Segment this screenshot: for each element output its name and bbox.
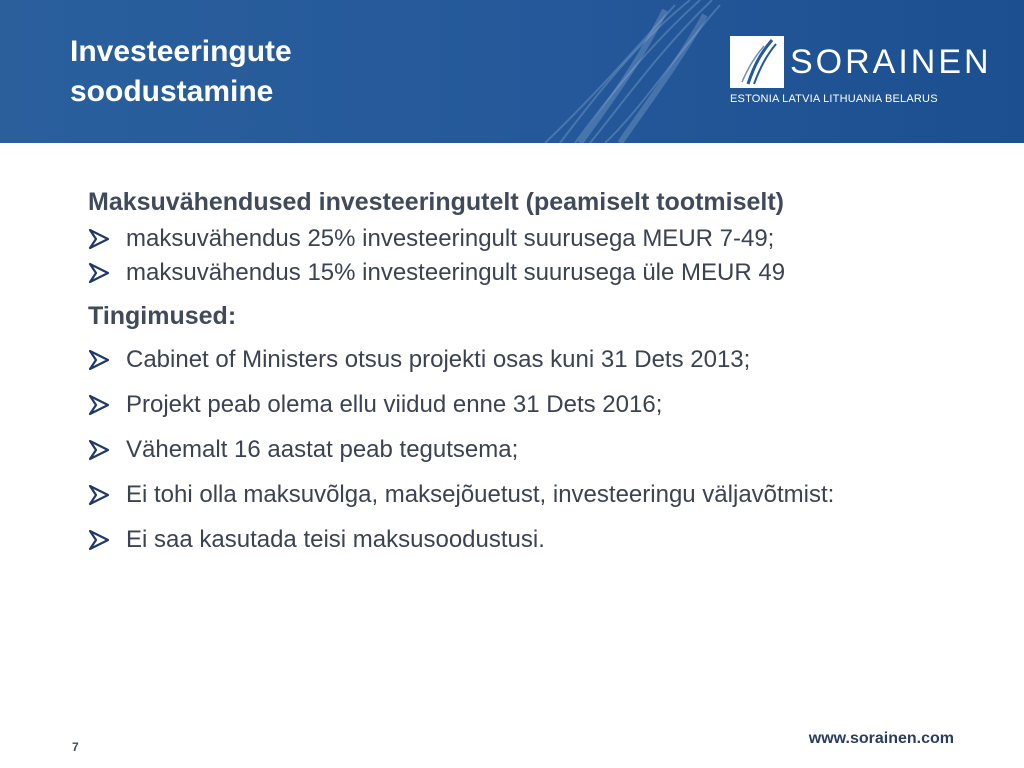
logo-wordmark: SORAINEN	[790, 43, 992, 81]
slide-title	[70, 32, 490, 112]
list-item-text: maksuvähendus 25% investeeringult suurusega MEUR 7-49;	[126, 225, 775, 252]
list-item	[88, 344, 968, 375]
arrow-bullet-icon	[88, 262, 110, 284]
page-number: 7	[72, 740, 79, 754]
title-line-2: soodustamine	[70, 75, 274, 108]
arrow-bullet-icon	[88, 349, 110, 371]
list-item-text: Cabinet of Ministers otsus projekti osas kuni 31 Dets 2013;	[126, 346, 751, 373]
list-item	[88, 434, 968, 465]
list-item	[88, 479, 968, 510]
slide-content	[88, 184, 968, 555]
website-link[interactable]: www.sorainen.com	[808, 730, 954, 747]
logo-countries: ESTONIA LATVIA LITHUANIA BELARUS	[730, 93, 938, 105]
sorainen-logo-mark-icon	[730, 36, 784, 88]
section-2-heading: Tingimused:	[88, 302, 237, 330]
list-item-text: Ei tohi olla maksuvõlga, maksejõuetust, investeeringu väljavõtmist:	[126, 481, 835, 508]
list-item-text: Projekt peab olema ellu viidud enne 31 Dets 2016;	[126, 391, 663, 418]
title-line-1: Investeeringute	[70, 35, 292, 68]
list-item	[88, 257, 968, 288]
arrow-bullet-icon	[88, 529, 110, 551]
section-1-list	[88, 223, 968, 288]
company-logo	[730, 36, 992, 106]
arrow-bullet-icon	[88, 484, 110, 506]
list-item-text: maksuvähendus 15% investeeringult suurusega üle MEUR 49	[126, 259, 786, 286]
arrow-bullet-icon	[88, 439, 110, 461]
slide-header	[0, 0, 1024, 143]
list-item	[88, 223, 968, 254]
list-item-text: Ei saa kasutada teisi maksusoodustusi.	[126, 526, 545, 553]
section-2-list	[88, 344, 968, 555]
section-1-heading: Maksuvähendused investeeringutelt (peamiselt tootmiselt)	[88, 188, 784, 216]
list-item	[88, 389, 968, 420]
list-item-text: Vähemalt 16 aastat peab tegutsema;	[126, 436, 519, 463]
arrow-bullet-icon	[88, 394, 110, 416]
arrow-bullet-icon	[88, 228, 110, 250]
list-item	[88, 524, 968, 555]
